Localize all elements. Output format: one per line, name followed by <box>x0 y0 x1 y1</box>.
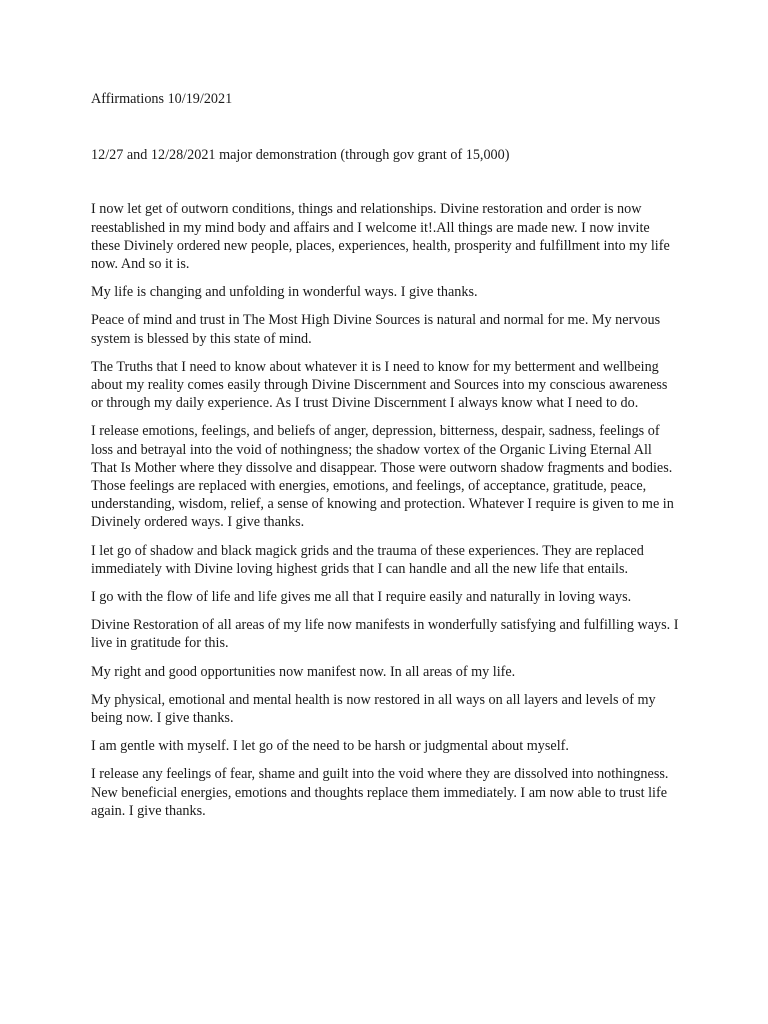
paragraph: I now let get of outworn conditions, things and relationships. Divine restoration and order is now reestablished in my mind body and affairs and I welcome it!.All things are made new. I now invite these Divinely ordered new people, places, experiences, health, prosperity and fulfillment into my life now. And so it is. <box>91 201 670 273</box>
document-body <box>91 200 681 820</box>
paragraph: I release emotions, feelings, and beliefs of anger, depression, bitterness, despair, sadness, feelings of loss and betrayal into the void of nothingness; the shadow vortex of the Organic Living Eternal All That Is Mother where they dissolve and disappear. Those were outworn shadow fragments and bodies. Those feelings are replaced with energies, emotions, and feelings, of acceptance, gratitude, peace, understanding, wisdom, relief, a sense of knowing and protection. Whatever I require is given to me in Divinely ordered ways. I give thanks. <box>91 423 674 531</box>
paragraph: The Truths that I need to know about whatever it is I need to know for my betterment and wellbeing about my reality comes easily through Divine Discernment and Sources into my conscious awareness or through my daily experience. As I trust Divine Discernment I always know what I need to do. <box>91 358 668 412</box>
paragraph: My right and good opportunities now manifest now. In all areas of my life. <box>91 663 516 680</box>
paragraph: Peace of mind and trust in The Most High Divine Sources is natural and normal for me. My nervous system is blessed by this state of mind. <box>91 312 661 347</box>
paragraph: My physical, emotional and mental health is now restored in all ways on all layers and levels of my being now. I give thanks. <box>91 691 656 727</box>
document-content <box>91 90 681 830</box>
paragraph: I release any feelings of fear, shame and guilt into the void where they are dissolved into nothingness. New beneficial energies, emotions and thoughts replace them immediately. I am now able to trust life again. I give thanks. <box>91 766 669 819</box>
paragraph: Divine Restoration of all areas of my life now manifests in wonderfully satisfying and fulfilling ways. I live in gratitude for this. <box>91 617 679 652</box>
paragraph: I go with the flow of life and life gives me all that I require easily and naturally in loving ways. <box>91 589 632 606</box>
paragraph: I let go of shadow and black magick grids and the trauma of these experiences. They are replaced immediately with Divine loving highest grids that I can handle and all the new life that entails. <box>91 542 644 577</box>
document-title: Affirmations 10/19/2021 <box>91 91 233 107</box>
paragraph: I am gentle with myself. I let go of the need to be harsh or judgmental about myself. <box>91 738 569 755</box>
document-subtitle: 12/27 and 12/28/2021 major demonstration (through gov grant of 15,000) <box>91 147 510 164</box>
paragraph: My life is changing and unfolding in wonderful ways. I give thanks. <box>91 284 478 301</box>
